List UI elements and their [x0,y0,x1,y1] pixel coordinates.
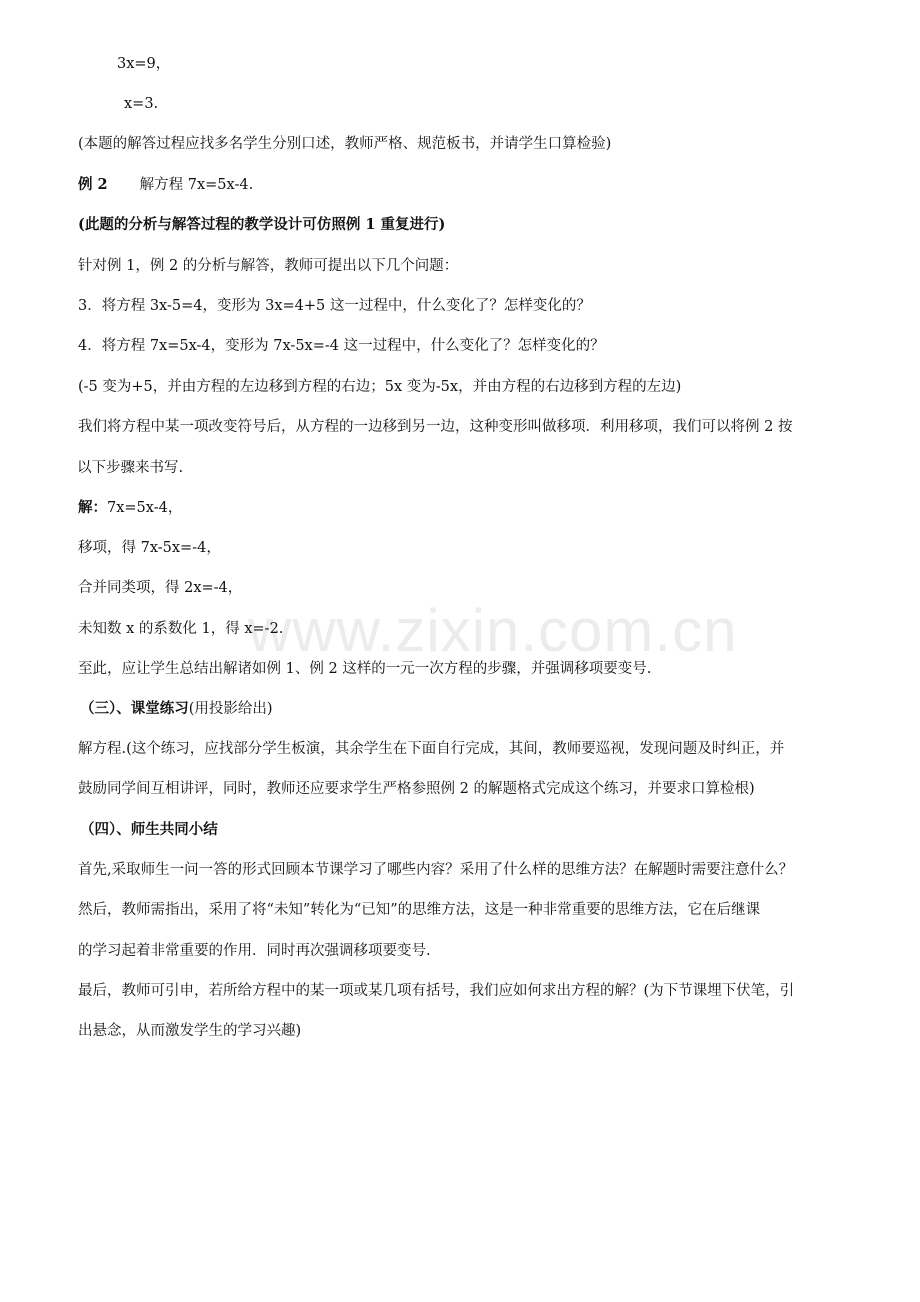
solution-step: 移项，得 7x-5x=-4， [78,540,221,556]
paragraph-line: 解方程.(这个练习，应找部分学生板演，其余学生在下面自行完成，其间，教师要巡视，发现问题及时纠正，并 [78,741,785,757]
example-label: 例 2 [78,176,108,193]
paragraph: 至此，应让学生总结出解诸如例 1、例 2 这样的一元一次方程的步骤，并强调移项要变号. [78,661,652,677]
section-label: （三）、课堂练习 [80,700,189,717]
equation-line: 3x=9， [117,56,171,72]
paragraph-line: 出悬念，从而激发学生的学习兴趣) [78,1023,302,1039]
paragraph-line: 最后，教师可引申，若所给方程中的某一项或某几项有括号，我们应如何求出方程的解？(为下节课埋下伏笔，引 [78,983,795,999]
example-heading [78,175,253,195]
equation-line: x=3. [124,96,159,112]
paragraph-line: 以下步骤来书写. [77,460,184,476]
teaching-note-bold: (此题的分析与解答过程的教学设计可仿照例 1 重复进行) [78,216,446,233]
question-4: 4．将方程 7x=5x-4，变形为 7x-5x=-4 这一过程中，什么变化了？怎样变化的？ [78,338,605,354]
paragraph [78,739,784,799]
paragraph-line: 我们将方程中某一项改变符号后，从方程的一边移到另一边，这种变形叫做移项．利用移项，我们可以将例 2 按 [78,419,793,435]
paragraph [78,417,792,478]
example-text: 解方程 7x=5x-4. [139,177,254,193]
section-text: (用投影给出) [188,701,273,717]
section-heading: （四）、师生共同小结 [80,821,218,838]
paragraph-line: 的学习起着非常重要的作用．同时再次强调移项要变号. [78,943,431,959]
paragraph-line: 然后，教师需指出，采用了将“未知”转化为“已知”的思维方法，这是一种非常重要的思维方法，它在后继课 [78,902,761,918]
answer-note: (-5 变为+5，并由方程的左边移到方程的右边；5x 变为-5x，并由方程的右边移到方程的左边) [78,379,682,395]
solution-step: 未知数 x 的系数化 1，得 x=-2. [78,621,284,637]
paragraph-line: 鼓励同学间互相讲评，同时，教师还应要求学生严格参照例 2 的解题格式完成这个练习，并要求口算检根) [78,781,755,797]
paragraph [78,900,760,961]
paragraph: 首先,采取师生一问一答的形式回顾本节课学习了哪些内容？采用了什么样的思维方法？在解题时需要注意什么？ [78,862,794,878]
solution-label: 解： [78,499,107,516]
paragraph [78,981,794,1041]
teaching-note: (本题的解答过程应找多名学生分别口述，教师严格、规范板书，并请学生口算检验) [78,136,612,152]
watermark: www.zixin.com.cn [248,597,738,664]
solution-line [78,498,182,518]
paragraph: 针对例 1，例 2 的分析与解答，教师可提出以下几个问题： [78,258,459,274]
section-heading [80,699,273,719]
solution-text: 7x=5x-4， [107,500,183,516]
solution-step: 合并同类项，得 2x=-4， [78,580,243,596]
question-3: 3．将方程 3x-5=4，变形为 3x=4+5 这一过程中，什么变化了？怎样变化的？ [78,298,591,314]
